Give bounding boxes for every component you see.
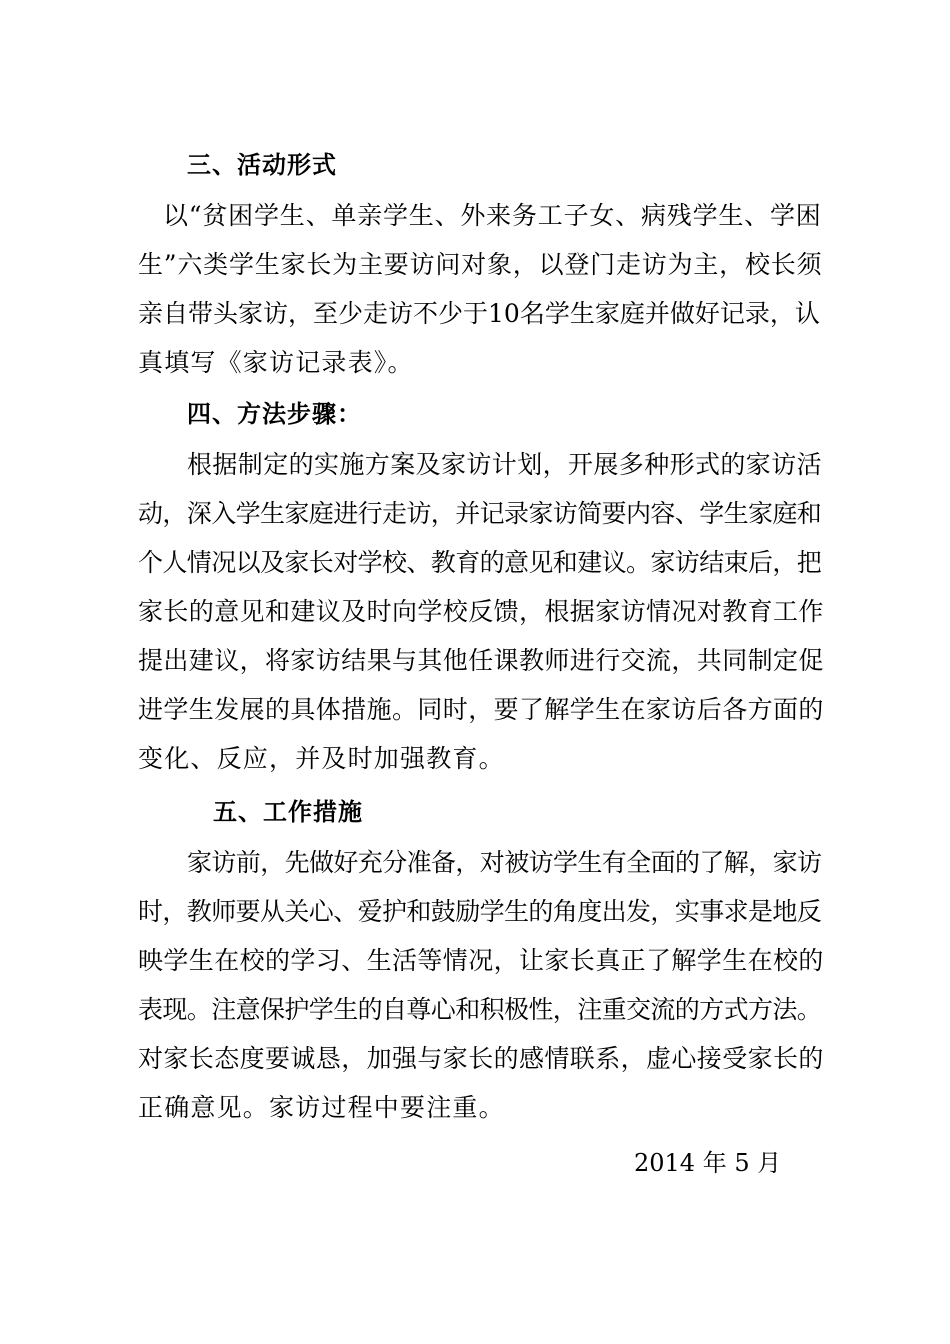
paragraph-line: 表现。注意保护学生的自尊心和积极性，注重交流的方式方法。 bbox=[138, 995, 822, 1024]
paragraph-line: 映学生在校的学习、生活等情况，让家长真正了解学生在校的 bbox=[138, 946, 824, 975]
paragraph-line: 时，教师要从关心、爱护和鼓励学生的角度出发，实事求是地反 bbox=[138, 897, 822, 926]
paragraph-line: 正确意见。家访过程中要注重。 bbox=[138, 1093, 505, 1122]
section-heading-work-measures: 五、工作措施 bbox=[213, 798, 363, 826]
paragraph-line: 个人情况以及家长对学校、教育的意见和建议。家访结束后，把 bbox=[138, 548, 822, 577]
paragraph-line: 家访前，先做好充分准备，对被访学生有全面的了解，家访 bbox=[187, 848, 822, 877]
paragraph-line: 生”六类学生家长为主要访问对象，以登门走访为主，校长须 bbox=[138, 250, 823, 279]
paragraph-line: 进学生发展的具体措施。同时，要了解学生在家访后各方面的 bbox=[138, 695, 824, 724]
document-date: 2014 年 5 月 bbox=[634, 1149, 782, 1177]
paragraph-line: 变化、反应，并及时加强教育。 bbox=[138, 744, 505, 773]
section-heading-method-steps: 四、方法步骤： bbox=[187, 400, 362, 428]
section-heading-activity-form: 三、活动形式 bbox=[187, 151, 337, 179]
paragraph-line: 真填写《家访记录表》。 bbox=[138, 348, 414, 377]
paragraph-line: 以“贫困学生、单亲学生、外来务工子女、病残学生、学困 bbox=[163, 201, 822, 230]
paragraph-line: 家长的意见和建议及时向学校反馈，根据家访情况对教育工作 bbox=[138, 597, 824, 626]
paragraph-line: 对家长态度要诚恳，加强与家长的感情联系，虚心接受家长的 bbox=[138, 1044, 824, 1073]
paragraph-line: 动，深入学生家庭进行走访，并记录家访简要内容、学生家庭和 bbox=[138, 499, 822, 528]
paragraph-line: 根据制定的实施方案及家访计划，开展多种形式的家访活 bbox=[187, 450, 823, 479]
paragraph-line: 提出建议，将家访结果与其他任课教师进行交流，共同制定促 bbox=[138, 646, 824, 675]
paragraph-line: 亲自带头家访，至少走访不少于10名学生家庭并做好记录，认 bbox=[138, 299, 820, 328]
